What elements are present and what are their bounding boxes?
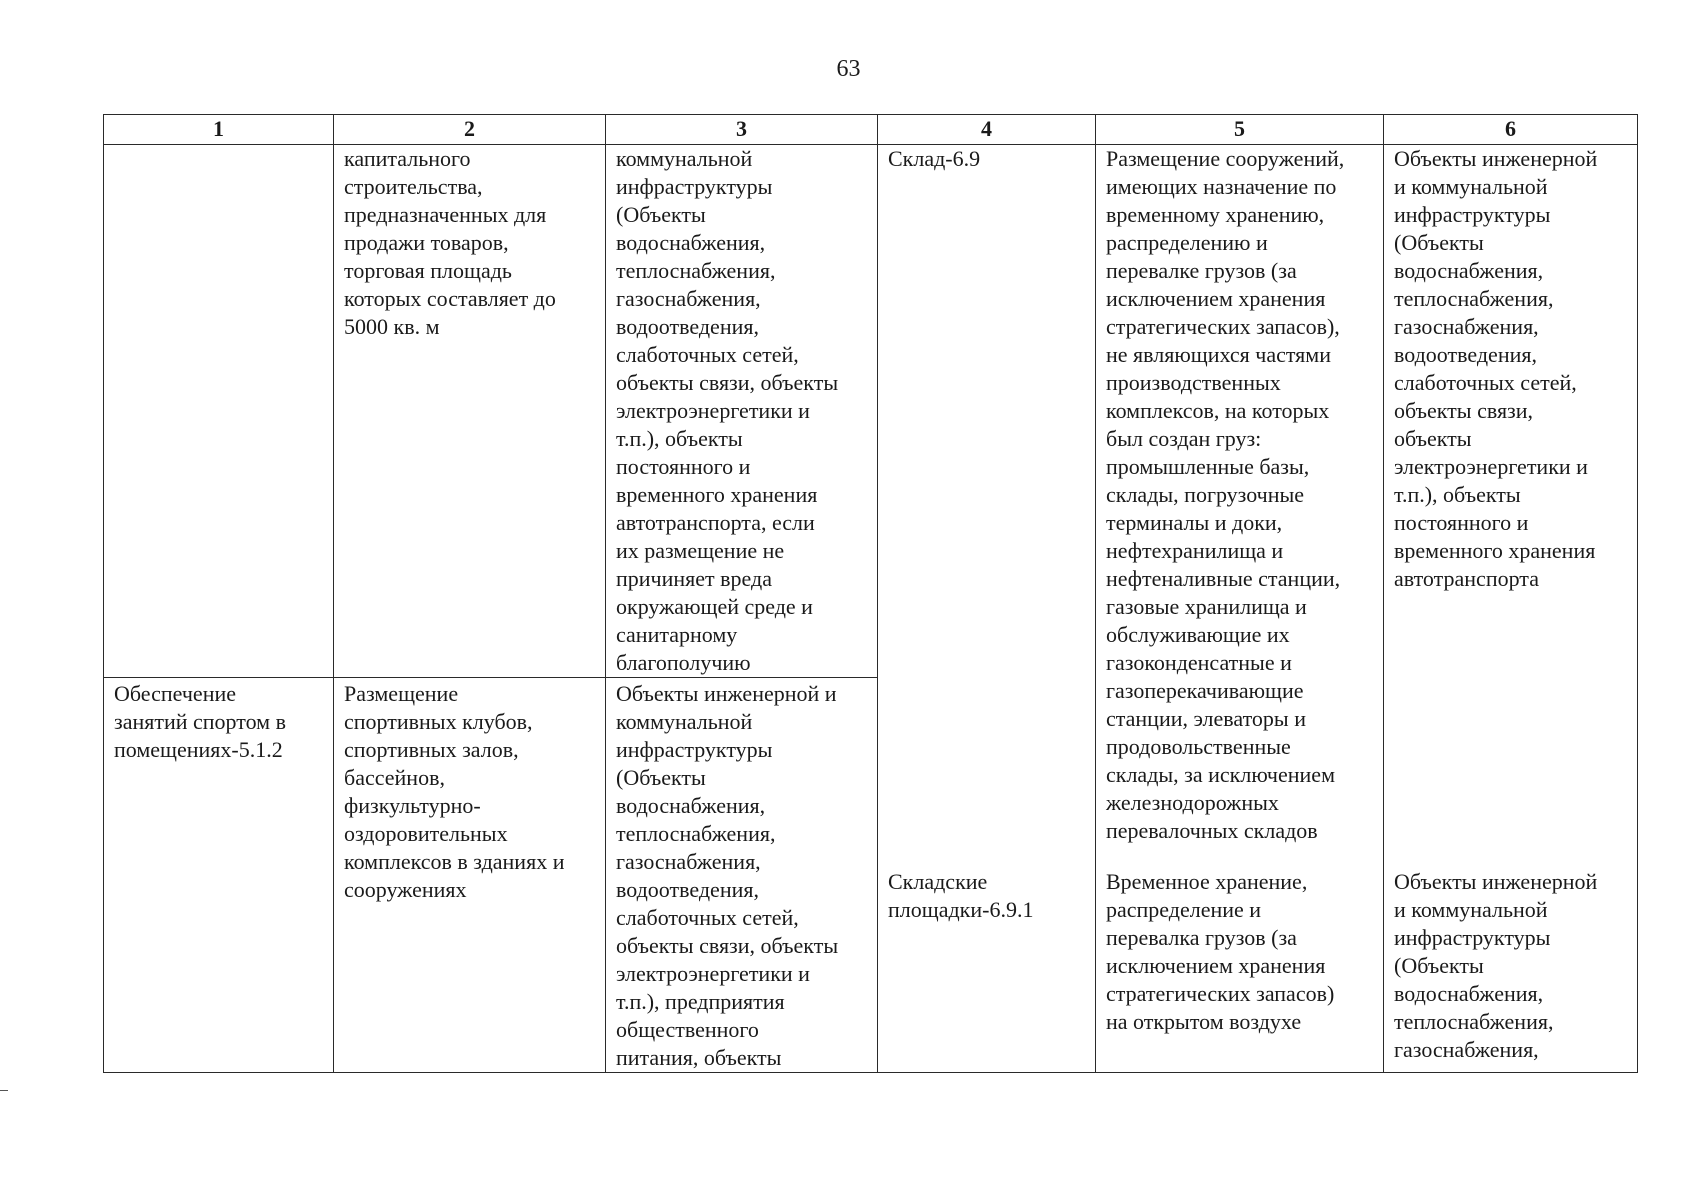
- row2-col5-cell: Временное хранение, распределение и перевалка грузов (за исключением хранения стратегических запасов) на открытом воздухе: [1096, 868, 1384, 1073]
- margin-mark: [0, 1090, 8, 1091]
- header-col-2: 2: [334, 115, 606, 145]
- header-col-5: 5: [1096, 115, 1384, 145]
- table-row: [104, 145, 1638, 678]
- row2-col3-cell: Объекты инженерной и коммунальной инфраструктуры (Объекты водоснабжения, теплоснабжения, газоснабжения, водоотведения, слаботочных сетей, объекты связи, объекты электроэнергетики и т.п.), предприятия общественного питания, объекты: [606, 678, 878, 1073]
- row1-col2-cell: капитального строительства, предназначенных для продажи товаров, торговая площадь которых составляет до 5000 кв. м: [334, 145, 606, 678]
- row1-col4-cell: Склад-6.9: [878, 145, 1096, 868]
- row2-col6-cell: Объекты инженерной и коммунальной инфраструктуры (Объекты водоснабжения, теплоснабжения, газоснабжения,: [1384, 868, 1638, 1073]
- header-col-4: 4: [878, 115, 1096, 145]
- header-row: [104, 115, 1638, 145]
- header-col-6: 6: [1384, 115, 1638, 145]
- row2-col1-cell: Обеспечение занятий спортом в помещениях-5.1.2: [104, 678, 334, 1073]
- row2-col4-cell: Складские площадки-6.9.1: [878, 868, 1096, 1073]
- header-col-1: 1: [104, 115, 334, 145]
- zoning-table: [103, 114, 1638, 1073]
- row1-col3-cell: коммунальной инфраструктуры (Объекты водоснабжения, теплоснабжения, газоснабжения, водоотведения, слаботочных сетей, объекты связи, объекты электроэнергетики и т.п.), объекты постоянного и временного хранения автотранспорта, если их размещение не причиняет вреда окружающей среде и санитарному благополучию: [606, 145, 878, 678]
- row1-col1-cell: [104, 145, 334, 678]
- page-number: 63: [836, 56, 861, 82]
- header-col-3: 3: [606, 115, 878, 145]
- row1-col6-cell: Объекты инженерной и коммунальной инфраструктуры (Объекты водоснабжения, теплоснабжения, газоснабжения, водоотведения, слаботочных сетей, объекты связи, объекты электроэнергетики и т.п.), объекты постоянного и временного хранения автотранспорта: [1384, 145, 1638, 868]
- row1-col5-cell: Размещение сооружений, имеющих назначение по временному хранению, распределению и перевалке грузов (за исключением хранения стратегических запасов), не являющихся частями производственных комплексов, на которых был создан груз: промышленные базы, склады, погрузочные терминалы и доки, нефтехранилища и нефтеналивные станции, газовые хранилища и обслуживающие их газоконденсатные и газоперекачивающие станции, элеваторы и продовольственные склады, за исключением железнодорожных перевалочных складов: [1096, 145, 1384, 868]
- row2-col2-cell: Размещение спортивных клубов, спортивных залов, бассейнов, физкультурно- оздоровительных комплексов в зданиях и сооружениях: [334, 678, 606, 1073]
